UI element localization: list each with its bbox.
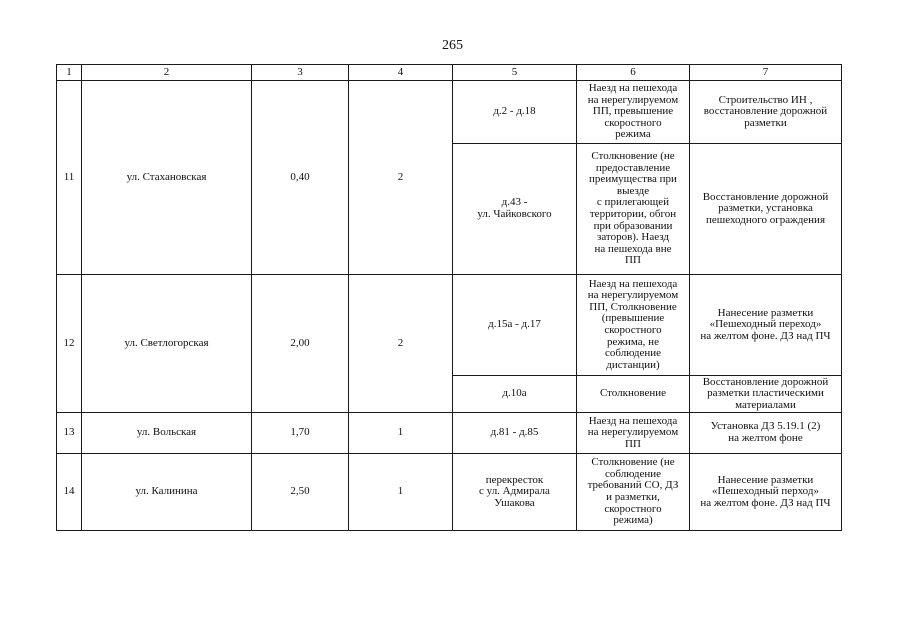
incident-cell: Столкновение (не соблюдение требований СО, ДЗ и разметки, скоростного режима) (577, 454, 690, 531)
measures-cell: Восстановление дорожной разметки пластическими материалами (690, 376, 842, 413)
count-value: 1 (349, 413, 453, 454)
header-cell: 3 (252, 65, 349, 81)
header-cell: 4 (349, 65, 453, 81)
row-number: 13 (57, 413, 82, 454)
street-name: ул. Стахановская (82, 81, 252, 275)
count-value: 2 (349, 81, 453, 275)
measures-cell: Восстановление дорожной разметки, установка пешеходного ограждения (690, 144, 842, 275)
street-name: ул. Светлогорская (82, 275, 252, 413)
length-value: 2,00 (252, 275, 349, 413)
location-cell: д.2 - д.18 (453, 81, 577, 144)
header-cell: 6 (577, 65, 690, 81)
table-row (57, 275, 842, 376)
table-row (57, 413, 842, 454)
header-cell: 7 (690, 65, 842, 81)
incident-cell: Столкновение (не предоставление преимущества при выезде с прилегающей территории, обгон при образовании заторов). Наезд на пешехода вне ПП (577, 144, 690, 275)
table-row (57, 81, 842, 144)
location-cell: д.10а (453, 376, 577, 413)
location-cell: д.81 - д.85 (453, 413, 577, 454)
length-value: 2,50 (252, 454, 349, 531)
header-cell: 5 (453, 65, 577, 81)
incident-cell: Столкновение (577, 376, 690, 413)
street-name: ул. Калинина (82, 454, 252, 531)
incident-cell: Наезд на пешехода на нерегулируемом ПП, превышение скоростного режима (577, 81, 690, 144)
incident-cell: Наезд на пешехода на нерегулируемом ПП, Столкновение (превышение скоростного режима, не соблюдение дистанции) (577, 275, 690, 376)
measures-cell: Нанесение разметки «Пешеходный перход» на желтом фоне. ДЗ над ПЧ (690, 454, 842, 531)
location-cell: д.15а - д.17 (453, 275, 577, 376)
header-cell: 2 (82, 65, 252, 81)
row-number: 11 (57, 81, 82, 275)
location-cell: д.43 - ул. Чайковского (453, 144, 577, 275)
table-row (57, 454, 842, 531)
street-name: ул. Вольская (82, 413, 252, 454)
count-value: 1 (349, 454, 453, 531)
header-cell: 1 (57, 65, 82, 81)
length-value: 1,70 (252, 413, 349, 454)
measures-cell: Установка ДЗ 5.19.1 (2) на желтом фоне (690, 413, 842, 454)
incident-cell: Наезд на пешехода на нерегулируемом ПП (577, 413, 690, 454)
length-value: 0,40 (252, 81, 349, 275)
row-number: 12 (57, 275, 82, 413)
count-value: 2 (349, 275, 453, 413)
row-number: 14 (57, 454, 82, 531)
measures-cell: Нанесение разметки «Пешеходный переход» на желтом фоне. ДЗ над ПЧ (690, 275, 842, 376)
location-cell: перекресток с ул. Адмирала Ушакова (453, 454, 577, 531)
road-safety-table (56, 64, 842, 531)
measures-cell: Строительство ИН , восстановление дорожной разметки (690, 81, 842, 144)
header-row (57, 65, 842, 81)
page-number: 265 (442, 38, 463, 53)
